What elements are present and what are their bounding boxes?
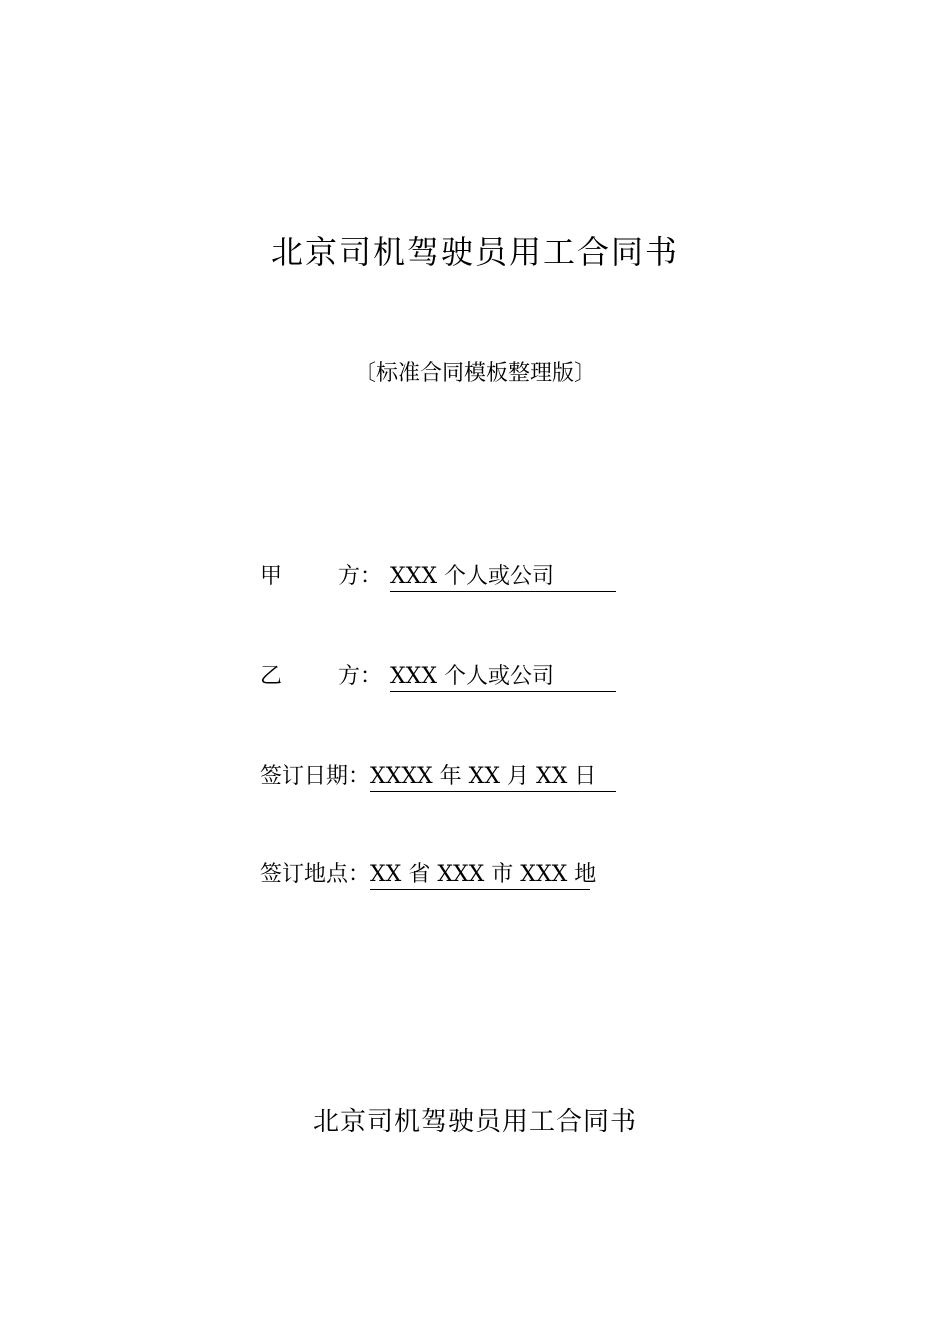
party-a-label-first: 甲 bbox=[260, 564, 283, 589]
party-a-label-last: 方： bbox=[338, 564, 383, 589]
party-b-label-last: 方： bbox=[338, 664, 383, 689]
document-title: 北京司机驾驶员用工合同书 bbox=[270, 233, 679, 271]
sign-place-label: 签订地点： bbox=[260, 862, 371, 887]
body-heading: 北京司机驾驶员用工合同书 bbox=[312, 1107, 637, 1137]
sign-date-label: 签订日期： bbox=[260, 764, 371, 789]
party-a-label bbox=[260, 560, 390, 594]
sign-date-value: XXXX 年 XX 月 XX 日 bbox=[370, 763, 616, 792]
party-b-field bbox=[260, 660, 616, 694]
document-subtitle: 〔标准合同模板整理版〕 bbox=[353, 361, 596, 386]
party-a-value: XXX 个人或公司 bbox=[390, 563, 616, 592]
party-b-value: XXX 个人或公司 bbox=[390, 663, 616, 692]
party-a-field bbox=[260, 560, 616, 594]
sign-date-field bbox=[260, 760, 616, 794]
party-b-label bbox=[260, 660, 390, 694]
sign-place-field bbox=[260, 858, 597, 892]
party-b-label-first: 乙 bbox=[260, 664, 283, 689]
sign-place-value: XX 省 XXX 市 XXX 地 bbox=[370, 861, 590, 890]
